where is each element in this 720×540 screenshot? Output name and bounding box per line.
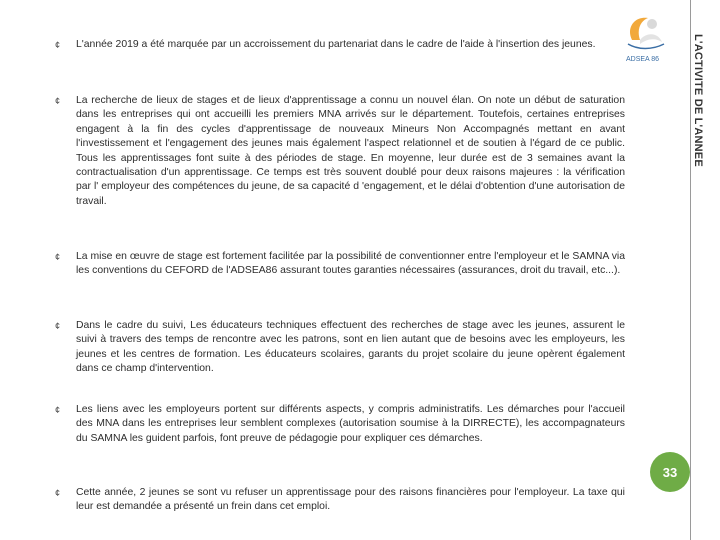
bullet-text: Cette année, 2 jeunes se sont vu refuser un apprentissage pour des raisons financières pour l'employeur. La taxe qui leur est demandée a présenté un frein dans cet emploi. <box>76 487 625 513</box>
section-side-label: L'ACTIVITE DE L'ANNEE <box>692 34 704 167</box>
bullet-item-5 <box>55 403 625 446</box>
bullet-text: La recherche de lieux de stages et de lieux d'apprentissage a connu un nouvel élan. On note un début de saturation dans les entreprises qui ont accueilli les premiers MNA arrivés sur le département. Toutefois, certaines entreprises engagent à la fin des cycles d'apprentissage de nouveaux Mineurs Non Accompagnés mettant en avant l'investissement et l'engagement des jeunes mais également l'aspect relationnel et de soutien à l'égard de ce public. Tous les apprentissages font suite à des périodes de stage. En moyenne, leur durée est de 3 semaines avant la contractualisation d'un apprentissage. Ce temps est très souvent doublé pour deux raisons majeures : la vérification par l' employeur des compétences du jeune, de sa capacité d 'engagement, et le délai d'obtention d'une autorisation de travail. <box>76 95 625 207</box>
bullet-item-3 <box>55 250 625 279</box>
bullet-icon: ¢ <box>55 488 61 498</box>
logo-icon <box>614 10 674 60</box>
page-number-badge: 33 <box>650 452 690 492</box>
logo-text: ADSEA 86 <box>626 56 660 63</box>
bullet-icon: ¢ <box>55 40 61 50</box>
bullet-icon: ¢ <box>55 405 61 415</box>
sidebar-divider <box>690 0 691 540</box>
bullet-text: Dans le cadre du suivi, Les éducateurs techniques effectuent des recherches de stage avec les jeunes, assurent le suivi à travers des temps de rencontre avec les patrons, sont en lien autant que de besoins avec les employeurs, les jeunes et les centres de formation. Les éducateurs scolaires, garants du projet scolaire du jeune opèrent également dans ce champ d'intervention. <box>76 320 625 375</box>
bullet-icon: ¢ <box>55 96 61 106</box>
bullet-text: L'année 2019 a été marquée par un accroissement du partenariat dans le cadre de l'aide à l'insertion des jeunes. <box>76 39 596 50</box>
bullet-item-6 <box>55 486 625 515</box>
bullet-text: Les liens avec les employeurs portent sur différents aspects, y compris administratifs. Les démarches pour l'accueil des MNA dans les entreprises leur semblent complexes (autorisation soumise à la DIRRECTE), les accompagnateurs du SAMNA les guident parfois, font preuve de pédagogie pour expliquer ces démarches. <box>76 404 625 444</box>
bullet-text: La mise en œuvre de stage est fortement facilitée par la possibilité de conventionner entre l'employeur et le SAMNA via les conventions du CEFORD de l'ADSEA86 assurant toutes garanties nécessaires (assurances, droit du travail, etc...). <box>76 251 625 277</box>
bullet-icon: ¢ <box>55 321 61 331</box>
bullet-item-4 <box>55 319 625 377</box>
bullet-item-1 <box>55 38 625 52</box>
bullet-icon: ¢ <box>55 252 61 262</box>
bullet-item-2 <box>55 94 625 209</box>
